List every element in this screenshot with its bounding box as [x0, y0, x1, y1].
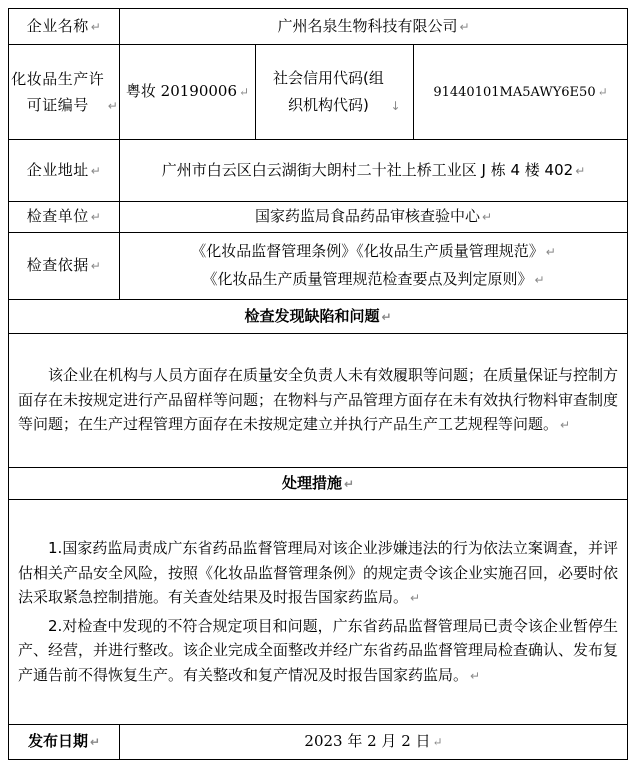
inspector-value: 国家药监局食品药品审核查验中心	[254, 207, 480, 225]
paragraph-mark-icon: ↵	[560, 418, 571, 433]
paragraph-mark-icon: ↵	[470, 668, 481, 683]
license-value-cell	[120, 45, 256, 140]
basis-line-1: 《化妆品监督管理条例》《化妆品生产质量管理规范》	[191, 242, 544, 260]
findings-body-cell	[9, 334, 628, 468]
measure-item-2: 2.对检查中发现的不符合规定项目和问题，广东省药品监督管理局已责令该企业暂停生产、经营，并进行整改。该企业完成全面整改并经广东省药品监督管理局检查确认、发布复产通告前不得恢复生产。有关整改和复产情况及时报告国家药监局。	[18, 616, 619, 684]
license-label: 化妆品生产许可证编号	[11, 70, 105, 114]
measures-heading: 处理措施	[281, 473, 342, 492]
company-label: 企业名称	[26, 16, 89, 35]
paragraph-mark-icon: ↵	[107, 99, 119, 113]
address-row	[9, 140, 628, 202]
address-value: 广州市白云区白云湖街大朗村二十社上桥工业区 J 栋 4 楼 402	[161, 160, 574, 179]
measures-heading-cell	[9, 468, 628, 500]
publish-value: 2023 年 2 月 2 日	[304, 732, 431, 750]
company-value-cell	[120, 9, 628, 45]
findings-heading-cell	[9, 300, 628, 334]
credit-value: 91440101MA5AWY6E50	[433, 84, 596, 100]
line-break-mark-icon: ↓	[390, 99, 401, 113]
paragraph-mark-icon: ↵	[432, 735, 443, 749]
paragraph-mark-icon: ↵	[481, 210, 493, 224]
paragraph-mark-icon: ↵	[381, 309, 392, 324]
measure-item-1: 1.国家药监局责成广东省药品监督管理局对该企业涉嫌违法的行为依法立案调查，并评估相关产品安全风险，按照《化妆品监督管理条例》的规定责令该企业实施召回，必要时依法采取紧急控制措施。有关查处结果及时报告国家药监局。	[18, 539, 619, 606]
license-value: 粤妆 20190006	[125, 82, 238, 100]
paragraph-mark-icon: ↵	[459, 19, 470, 34]
credit-value-cell	[414, 45, 628, 140]
credit-label-cell	[256, 45, 414, 140]
basis-row	[9, 233, 628, 300]
findings-body-row	[9, 334, 628, 468]
company-value: 广州名泉生物科技有限公司	[277, 16, 458, 35]
paragraph-mark-icon: ↵	[597, 84, 608, 99]
measures-body-row	[9, 500, 628, 725]
inspection-notice-table	[8, 8, 628, 760]
basis-label-cell	[9, 233, 120, 300]
paragraph-mark-icon: ↵	[90, 259, 102, 273]
address-label: 企业地址	[26, 160, 89, 179]
findings-heading-row	[9, 300, 628, 334]
address-label-cell	[9, 140, 120, 202]
paragraph-mark-icon: ↵	[343, 476, 355, 491]
publish-label: 发布日期	[27, 732, 88, 750]
publish-row	[9, 725, 628, 760]
basis-value-cell	[120, 233, 628, 300]
inspector-label: 检查单位	[26, 207, 89, 225]
publish-label-cell	[9, 725, 120, 760]
paragraph-mark-icon: ↵	[89, 735, 101, 749]
address-value-cell	[120, 140, 628, 202]
paragraph-mark-icon: ↵	[90, 19, 102, 34]
paragraph-mark-icon: ↵	[534, 273, 545, 287]
findings-text: 该企业在机构与人员方面存在质量安全负责人未有效履职等问题；在质量保证与控制方面存在未按规定进行产品留样等问题；在物料与产品管理方面存在未有效执行物料审查制度等问题；在生产过程管理方面存在未按规定建立并执行产品生产工艺规程等问题。	[18, 366, 619, 434]
paragraph-mark-icon: ↵	[410, 591, 421, 605]
paragraph-mark-icon: ↵	[545, 245, 556, 259]
license-row	[9, 45, 628, 140]
publish-value-cell	[120, 725, 628, 760]
inspector-value-cell	[120, 202, 628, 233]
company-row	[9, 9, 628, 45]
measures-heading-row	[9, 468, 628, 500]
company-label-cell	[9, 9, 120, 45]
basis-label: 检查依据	[26, 256, 89, 274]
basis-line-2: 《化妆品生产质量管理规范检查要点及判定原则》	[202, 270, 533, 288]
findings-heading: 检查发现缺陷和问题	[244, 306, 380, 325]
license-label-cell	[9, 45, 120, 140]
paragraph-mark-icon: ↵	[90, 163, 102, 178]
credit-label: 社会信用代码(组织机构代码)	[273, 69, 384, 114]
inspector-row	[9, 202, 628, 233]
paragraph-mark-icon: ↵	[575, 163, 586, 178]
measures-body-cell	[9, 500, 628, 725]
paragraph-mark-icon: ↵	[90, 210, 102, 224]
paragraph-mark-icon: ↵	[239, 85, 250, 99]
inspector-label-cell	[9, 202, 120, 233]
